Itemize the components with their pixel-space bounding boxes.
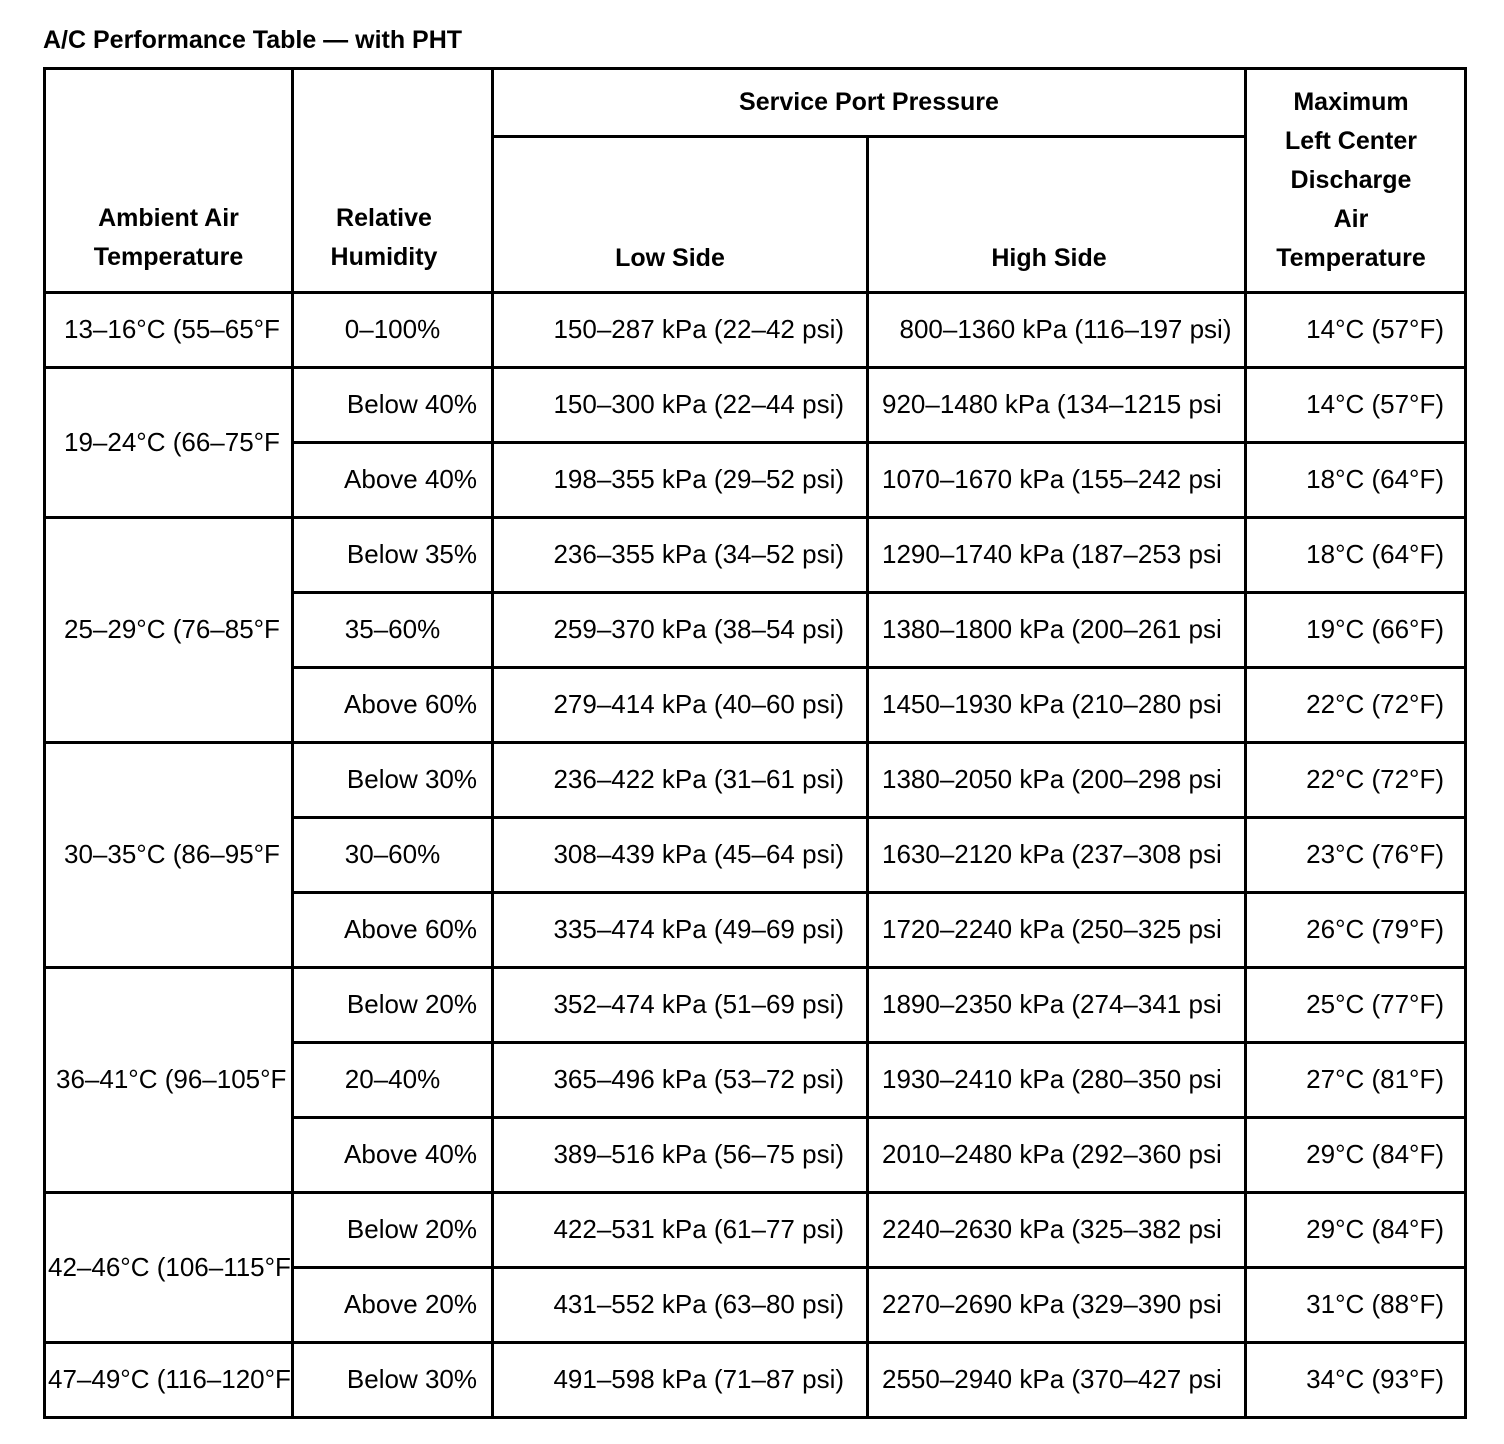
high-side-pressure-cell: 800–1360 kPa (116–197 psi) (899, 314, 1232, 344)
discharge-temperature-cell: 25°C (77°F) (1306, 989, 1444, 1019)
header-discharge-line4: Air (1333, 205, 1369, 233)
discharge-temperature-cell: 27°C (81°F) (1306, 1064, 1444, 1094)
high-side-pressure-cell: 1890–2350 kPa (274–341 psi (882, 989, 1222, 1019)
humidity-cell: Above 60% (344, 689, 477, 719)
header-high-side: High Side (991, 244, 1107, 272)
high-side-pressure-cell: 2270–2690 kPa (329–390 psi (882, 1289, 1222, 1319)
header-discharge-line2: Left Center (1285, 127, 1417, 155)
header-discharge-line1: Maximum (1293, 88, 1409, 116)
high-side-pressure-cell: 1380–1800 kPa (200–261 psi (882, 614, 1222, 644)
ambient-temperature-cell: 19–24°C (66–75°F (64, 426, 280, 457)
header-relative-humidity (294, 199, 474, 277)
header-ambient-air-temperature (46, 199, 291, 277)
ambient-temperature-cell: 30–35°C (86–95°F (64, 839, 280, 869)
humidity-cell: 30–60% (344, 839, 441, 869)
low-side-pressure-cell: 279–414 kPa (40–60 psi) (553, 689, 844, 719)
low-side-pressure-cell: 335–474 kPa (49–69 psi) (553, 914, 844, 944)
low-side-pressure-cell: 422–531 kPa (61–77 psi) (553, 1214, 844, 1244)
low-side-pressure-cell: 389–516 kPa (56–75 psi) (553, 1139, 844, 1169)
high-side-pressure-cell: 1930–2410 kPa (280–350 psi (882, 1064, 1222, 1094)
humidity-cell: 35–60% (344, 614, 441, 644)
humidity-cell: Below 40% (346, 389, 477, 419)
low-side-pressure-cell: 352–474 kPa (51–69 psi) (553, 989, 844, 1019)
page-title: A/C Performance Table — with PHT (43, 26, 463, 54)
humidity-cell: Above 40% (344, 1139, 477, 1169)
ambient-temperature-cell: 42–46°C (106–115°F (48, 1251, 291, 1282)
low-side-pressure-cell: 491–598 kPa (71–87 psi) (553, 1364, 844, 1394)
low-side-pressure-cell: 150–300 kPa (22–44 psi) (553, 389, 844, 419)
discharge-temperature-cell: 14°C (57°F) (1306, 389, 1444, 419)
humidity-cell: Below 30% (346, 764, 477, 794)
humidity-cell: Below 20% (346, 1214, 477, 1244)
header-humidity-line2: Humidity (330, 243, 438, 271)
header-discharge-line3: Discharge (1290, 166, 1412, 194)
high-side-pressure-cell: 2240–2630 kPa (325–382 psi (882, 1214, 1222, 1244)
high-side-pressure-cell: 2550–2940 kPa (370–427 psi (882, 1364, 1222, 1394)
low-side-pressure-cell: 259–370 kPa (38–54 psi) (553, 614, 844, 644)
humidity-cell: Above 20% (344, 1289, 477, 1319)
header-ambient-line1: Ambient Air (98, 204, 239, 232)
high-side-pressure-cell: 1720–2240 kPa (250–325 psi (882, 914, 1222, 944)
ambient-temperature-cell: 13–16°C (55–65°F (64, 314, 280, 344)
humidity-cell: Above 60% (344, 914, 477, 944)
high-side-pressure-cell: 1290–1740 kPa (187–253 psi (882, 539, 1222, 569)
header-max-discharge-temperature (1247, 83, 1455, 278)
ambient-temperature-cell: 47–49°C (116–120°F (48, 1364, 291, 1394)
ambient-temperature-cell: 36–41°C (96–105°F (56, 1064, 287, 1094)
high-side-pressure-cell: 1450–1930 kPa (210–280 psi (882, 689, 1222, 719)
low-side-pressure-cell: 308–439 kPa (45–64 psi) (553, 839, 844, 869)
discharge-temperature-cell: 14°C (57°F) (1306, 314, 1444, 344)
discharge-temperature-cell: 23°C (76°F) (1306, 839, 1444, 869)
low-side-pressure-cell: 236–422 kPa (31–61 psi) (553, 764, 844, 794)
low-side-pressure-cell: 150–287 kPa (22–42 psi) (553, 314, 844, 344)
ambient-temperature-cell: 25–29°C (76–85°F (64, 614, 280, 644)
header-discharge-line5: Temperature (1276, 244, 1426, 272)
humidity-cell: 0–100% (344, 314, 441, 344)
discharge-temperature-cell: 22°C (72°F) (1306, 764, 1444, 794)
discharge-temperature-cell: 18°C (64°F) (1306, 464, 1444, 494)
table-top-border (43, 67, 1467, 70)
humidity-cell: Below 35% (346, 539, 477, 569)
humidity-cell: Below 30% (346, 1364, 477, 1394)
header-humidity-line1: Relative (336, 204, 432, 232)
discharge-temperature-cell: 29°C (84°F) (1306, 1139, 1444, 1169)
ac-performance-table (43, 67, 1467, 1418)
discharge-temperature-cell: 34°C (93°F) (1306, 1364, 1444, 1394)
high-side-pressure-cell: 1380–2050 kPa (200–298 psi (882, 764, 1222, 794)
discharge-temperature-cell: 31°C (88°F) (1306, 1289, 1444, 1319)
high-side-pressure-cell: 920–1480 kPa (134–1215 psi (882, 389, 1222, 419)
service-port-divider (492, 135, 1246, 138)
discharge-temperature-cell: 18°C (64°F) (1306, 539, 1444, 569)
group-divider (43, 1416, 1467, 1419)
header-low-side: Low Side (615, 244, 725, 272)
discharge-temperature-cell: 22°C (72°F) (1306, 689, 1444, 719)
discharge-temperature-cell: 26°C (79°F) (1306, 914, 1444, 944)
humidity-cell: 20–40% (344, 1064, 441, 1094)
high-side-pressure-cell: 1070–1670 kPa (155–242 psi (882, 464, 1222, 494)
low-side-pressure-cell: 431–552 kPa (63–80 psi) (553, 1289, 844, 1319)
low-side-pressure-cell: 198–355 kPa (29–52 psi) (553, 464, 844, 494)
header-ambient-line2: Temperature (93, 243, 244, 271)
discharge-temperature-cell: 29°C (84°F) (1306, 1214, 1444, 1244)
header-service-port-pressure: Service Port Pressure (739, 88, 999, 116)
low-side-pressure-cell: 365–496 kPa (53–72 psi) (553, 1064, 844, 1094)
humidity-cell: Below 20% (346, 989, 477, 1019)
high-side-pressure-cell: 2010–2480 kPa (292–360 psi (882, 1139, 1222, 1169)
discharge-temperature-cell: 19°C (66°F) (1306, 614, 1444, 644)
humidity-cell: Above 40% (344, 464, 477, 494)
high-side-pressure-cell: 1630–2120 kPa (237–308 psi (882, 839, 1222, 869)
low-side-pressure-cell: 236–355 kPa (34–52 psi) (553, 539, 844, 569)
